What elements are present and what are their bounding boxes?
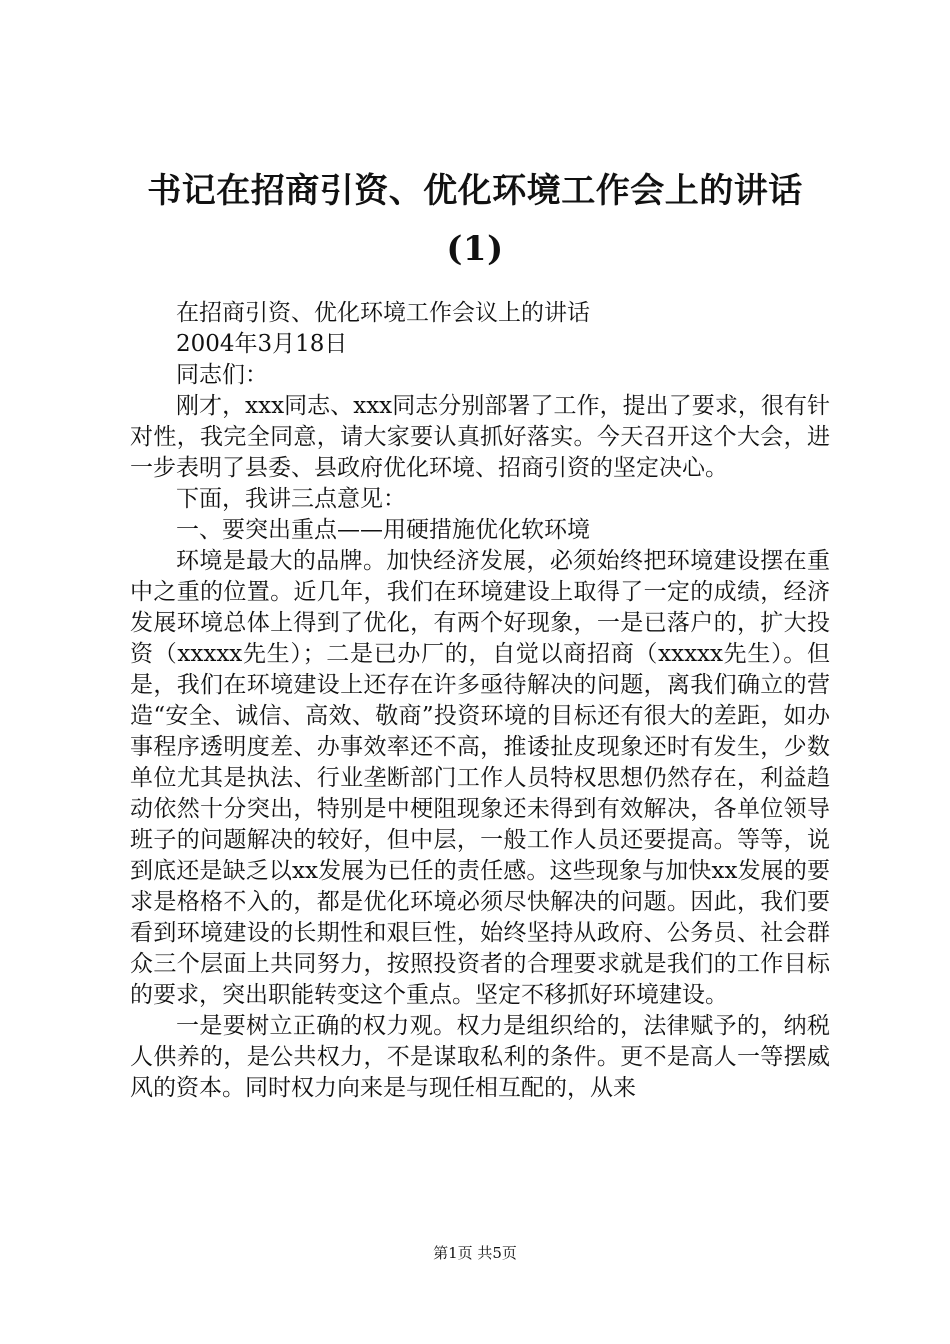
document-title	[120, 162, 830, 278]
body-paragraph: 刚才，xxx同志、xxx同志分别部署了工作，提出了要求，很有针对性，我完全同意，请大家要认真抓好落实。今天召开这个大会，进一步表明了县委、县政府优化环境、招商引资的坚定决心。	[130, 393, 830, 481]
title-line-2: (1)	[446, 229, 504, 269]
page-footer: 第1页 共5页	[433, 1244, 517, 1262]
document-body	[130, 298, 830, 1104]
speech-date: 2004年3月18日	[176, 331, 348, 357]
section-heading: 一、要突出重点——用硬措施优化软环境	[176, 517, 590, 543]
salutation: 同志们：	[176, 362, 268, 388]
body-paragraph: 环境是最大的品牌。加快经济发展，必须始终把环境建设摆在重中之重的位置。近几年，我们在环境建设上取得了一定的成绩，经济发展环境总体上得到了优化，有两个好现象，一是已落户的，扩大投资（xxxxx先生）；二是已办厂的，自觉以商招商（xxxxx先生）。但是，我们在环境建设上还存在许多亟待解决的问题，离我们确立的营造“安全、诚信、高效、敬商”投资环境的目标还有很大的差距，如办事程序透明度差、办事效率还不高，推诿扯皮现象还时有发生，少数单位尤其是执法、行业垄断部门工作人员特权思想仍然存在，利益趋动依然十分突出，特别是中梗阻现象还未得到有效解决，各单位领导班子的问题解决的较好，但中层，一般工作人员还要提高。等等，说到底还是缺乏以xx发展为已任的责任感。这些现象与加快xx发展的要求是格格不入的，都是优化环境必须尽快解决的问题。因此，我们要看到环境建设的长期性和艰巨性，始终坚持从政府、公务员、社会群众三个层面上共同努力，按照投资者的合理要求就是我们的工作目标的要求，突出职能转变这个重点。坚定不移抓好环境建设。	[130, 548, 830, 1008]
body-paragraph: 下面，我讲三点意见：	[176, 486, 406, 512]
body-paragraph: 一是要树立正确的权力观。权力是组织给的，法律赋予的，纳税人供养的，是公共权力，不是谋取私利的条件。更不是高人一等摆威风的资本。同时权力向来是与现任相互配的，从来	[130, 1013, 830, 1101]
title-line-1: 书记在招商引资、优化环境工作会上的讲话	[147, 171, 803, 211]
speech-heading: 在招商引资、优化环境工作会议上的讲话	[176, 300, 590, 326]
